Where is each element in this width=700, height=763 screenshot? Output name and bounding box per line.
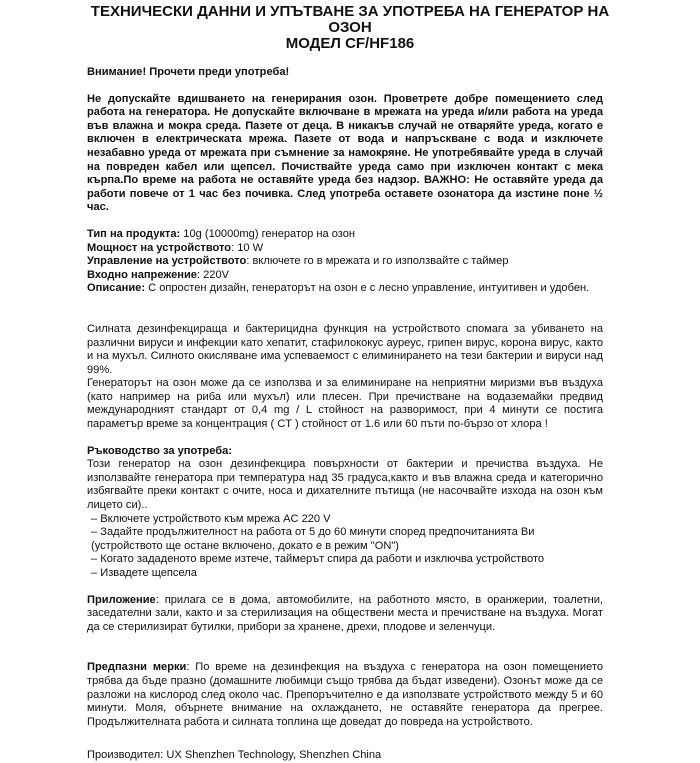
precautions-label: Предпазни мерки	[87, 661, 187, 674]
guide-step-3: – Когато зададеното време изтече, таймерът спира да работи и изключва устройството	[91, 553, 545, 566]
disinfection-paragraph: Силната дезинфекцираща и бактерицидна функция на устройството спомага за убиването на различни вируси и инфекции като хепатит, стафилококус ауреус, грипен вирус, корона вирус, както и на мухъл. Силното окисляване има успеваемост с елиминирането на тези бактерии и вируси над 99%.	[87, 322, 603, 376]
title-line-3: МОДЕЛ CF/HF186	[285, 35, 415, 52]
spec-value: : 220V	[196, 268, 230, 281]
spec-value: 10g (10000mg) генератор на озон	[180, 227, 356, 240]
spec-value: С опростен дизайн, генераторът на озон е с лесно управление, интуитивен и удобен.	[145, 282, 590, 295]
application-paragraph	[87, 594, 603, 635]
spec-control	[87, 255, 603, 269]
odors-paragraph: Генераторът на озон може да се използва и за елиминиране на неприятни миризми във въздуха (като например на риба или мухъл) или плесен. При пречистване на водаземайки предвид международният стандарт от 0,4 mg / L стойност на разворимост, при 4 минути се постига параметър време за концентрация ( CT ) стойност от 1.6 или 60 пъти по-бързо от хлора !	[87, 377, 603, 431]
guide-heading: Ръководство за употреба:	[87, 444, 232, 457]
spec-label: Управление на устройството	[87, 255, 247, 268]
spec-list	[87, 228, 603, 296]
guide-intro: Този генератор на озон дезинфекцира повърхности от бактерии и пречиства въздуха. Не използвайте генератора при температура над 35 градуса,както и във влажна среда и категорично избягвайте преки контакт с очите, носа и дихателните пътища (не насочвайте изхода на озон към лицето си)..	[87, 458, 603, 512]
guide-step-1: – Включете устройството към мрежа AC 220 V	[91, 512, 331, 525]
document-body	[87, 66, 603, 763]
spec-label: Описание:	[87, 282, 146, 295]
precautions-text: : По време на дезинфекция на въздуха с генератора на озон помещението трябва да бъде празно (домашните любимци също трябва да бъдат изведени). Озонът може да се разложи на кислород след около час. Препоръчително е да използвате устройството между 5 и 60 минути. Моля, обърнете внимание на охлаждането, не оставяйте генератора да прегрее. Продължителната работа и силната топлина ще доведат до повреда на устройството.	[87, 661, 603, 728]
spec-label: Мощност на устройството	[87, 241, 232, 254]
spec-description	[87, 282, 603, 296]
spec-product-type	[87, 228, 603, 242]
document-title	[60, 4, 640, 52]
spec-value: : включете го в мрежата и го използвайте с таймер	[246, 255, 509, 268]
title-line-1: ТЕХНИЧЕСКИ ДАННИ И УПЪТВАНЕ ЗА УПОТРЕБА НА ГЕНЕРАТОР НА	[90, 3, 610, 20]
manufacturer-line: Производител: UX Shenzhen Technology, Shenzhen China	[87, 749, 382, 762]
spec-label: Тип на продукта:	[87, 227, 181, 240]
application-label: Приложение	[87, 593, 156, 606]
guide-step-2: – Задайте продължителност на работа от 5 до 60 минути според предпочитанията Ви (устройството ще остане включено, докато е в режим "ON")	[91, 526, 535, 552]
guide-step-4: – Извадете щепсела	[91, 567, 197, 579]
warning-heading: Внимание! Прочети преди употреба!	[87, 66, 290, 78]
warning-text: Не допускайте вдишването на генерирания озон. Проветрете добре помещението след работа на генератора. Не допускайте включване в мрежата на уреда и/или работа на уреда във влажна и мокра среда. Пазете от деца. В никакъв случай не отваряйте уреда, когато е включен в електрическата мрежа. Пазете от вода и напръскване с вода и изключете незабавно уреда от мрежата при съмнение за намокряне. Не употребявайте уреда в случай на повреден кабел или щепсел. Почиствайте уреда само при изключен контакт с мека кърпа.По време на работа не оставяйте уреда без надзор. ВАЖНО: Не оставяйте уреда да работи повече от 1 час без почивка. След употреба оставете озонатора да изстине поне ½ час.	[87, 92, 603, 214]
title-line-2: ОЗОН	[328, 19, 372, 36]
spec-value: : 10 W	[231, 241, 264, 254]
spec-power	[87, 242, 603, 256]
application-text: : прилага се в дома, автомобилите, на работното място, в оранжерии, тоалетни, заседателни зали, както и за стерилизация на обществени места и пречистване на въздуха. Могат да се стерилизират бутилки, прибори за хранене, дрехи, плодове и зеленчуци.	[87, 593, 603, 633]
spec-voltage	[87, 269, 603, 283]
spec-label: Входно напрежение	[87, 268, 197, 281]
precautions-paragraph	[87, 661, 603, 729]
